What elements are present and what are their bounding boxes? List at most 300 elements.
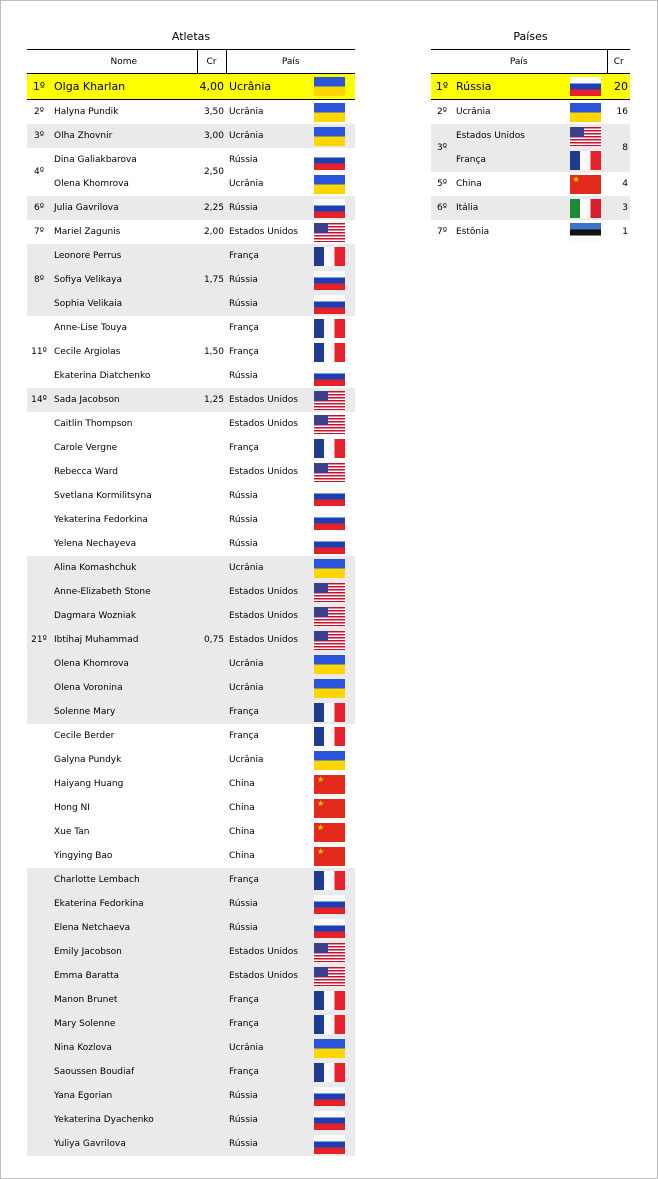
athlete-name: Leonore Perrus bbox=[51, 244, 197, 268]
athlete-country: Rússia bbox=[229, 371, 258, 381]
athlete-row bbox=[27, 436, 355, 460]
athlete-country: França bbox=[229, 443, 259, 453]
rank-cell bbox=[27, 412, 51, 556]
flag-ru-icon bbox=[314, 1135, 345, 1154]
athlete-country: Estados Unidos bbox=[226, 388, 304, 412]
country-row bbox=[431, 220, 630, 244]
flag-cell bbox=[563, 148, 607, 172]
rank-cell: 7º bbox=[34, 227, 44, 237]
flag-it-icon bbox=[570, 199, 601, 218]
flag-ua-icon bbox=[314, 679, 345, 698]
flag-cell bbox=[304, 100, 355, 125]
flag-cell bbox=[563, 100, 607, 125]
athlete-row bbox=[27, 988, 355, 1012]
flag-fr-icon bbox=[314, 703, 345, 722]
athlete-name: Olena Voronina bbox=[51, 676, 197, 700]
flag-cell bbox=[563, 220, 607, 244]
athlete-row bbox=[27, 748, 355, 772]
athlete-country: França bbox=[226, 1012, 304, 1036]
athlete-row bbox=[27, 268, 355, 292]
athlete-name: Julia Gavrilova bbox=[51, 196, 197, 220]
flag-ru-icon bbox=[314, 895, 345, 914]
flag-us-icon bbox=[314, 631, 345, 650]
score-cell: 1,50 bbox=[203, 347, 224, 357]
score-cell: 0,75 bbox=[197, 556, 226, 724]
country-name: Itália bbox=[453, 196, 563, 220]
flag-cell bbox=[304, 364, 355, 388]
athlete-country: Rússia bbox=[229, 155, 258, 165]
athlete-row bbox=[27, 1036, 355, 1060]
flag-cell bbox=[563, 172, 607, 196]
athlete-row bbox=[27, 74, 355, 100]
athlete-row bbox=[27, 676, 355, 700]
athlete-row bbox=[27, 1108, 355, 1132]
athlete-name: Alina Komashchuk bbox=[51, 556, 197, 580]
flag-cell bbox=[304, 124, 355, 148]
flag-cell bbox=[304, 916, 355, 940]
flag-fr-icon bbox=[314, 319, 345, 338]
flag-ru-icon bbox=[314, 1087, 345, 1106]
rank-cell: 6º bbox=[27, 196, 51, 220]
flag-cell bbox=[304, 1132, 355, 1156]
flag-fr-icon bbox=[314, 991, 345, 1010]
athlete-country: Ucrânia bbox=[226, 74, 304, 100]
flag-cn-icon bbox=[570, 175, 601, 194]
athlete-row bbox=[27, 388, 355, 412]
athlete-country: Estados Unidos bbox=[226, 964, 304, 988]
athlete-country: França bbox=[226, 700, 304, 724]
athlete-name: Galyna Pundyk bbox=[54, 755, 122, 765]
athlete-country: Rússia bbox=[226, 916, 304, 940]
athlete-row bbox=[27, 724, 355, 748]
athlete-country: Rússia bbox=[226, 292, 304, 316]
athlete-name: Anne-Lise Touya bbox=[54, 323, 127, 333]
flag-cell bbox=[304, 268, 355, 292]
flag-us-icon bbox=[314, 943, 345, 962]
athlete-name: Nina Kozlova bbox=[51, 1036, 197, 1060]
flag-cn-icon bbox=[314, 823, 345, 842]
athlete-name: Ekaterina Diatchenko bbox=[54, 371, 151, 381]
athlete-name: Cecile Berder bbox=[54, 731, 115, 741]
rank-cell: 3º bbox=[27, 124, 51, 148]
flag-cell bbox=[304, 652, 355, 676]
athlete-country: França bbox=[226, 868, 304, 892]
flag-cell bbox=[304, 484, 355, 508]
athlete-row bbox=[27, 124, 355, 148]
flag-cn-icon bbox=[314, 799, 345, 818]
athlete-country: China bbox=[229, 827, 255, 837]
athlete-country: Ucrânia bbox=[226, 124, 304, 148]
athlete-country: Rússia bbox=[226, 892, 304, 916]
athlete-country: Ucrânia bbox=[226, 676, 304, 700]
flag-us-icon bbox=[314, 223, 345, 242]
flag-ru-icon bbox=[314, 535, 345, 554]
flag-cell bbox=[304, 988, 355, 1012]
flag-cell bbox=[304, 604, 355, 628]
score-cell: 1,75 bbox=[197, 244, 226, 316]
athlete-name: Emily Jacobson bbox=[51, 940, 197, 964]
flag-cell bbox=[304, 196, 355, 220]
flag-us-icon bbox=[314, 967, 345, 986]
athletes-table bbox=[27, 49, 355, 1156]
score-cell: 8 bbox=[607, 124, 630, 172]
athlete-row bbox=[27, 820, 355, 844]
athlete-name: Rebecca Ward bbox=[54, 467, 119, 477]
flag-ru-icon bbox=[314, 487, 345, 506]
flag-cell bbox=[304, 724, 355, 748]
flag-fr-icon bbox=[314, 727, 345, 746]
athlete-name: Svetlana Kormilitsyna bbox=[54, 491, 152, 501]
country-row bbox=[431, 74, 630, 100]
flag-cell bbox=[563, 196, 607, 220]
athlete-country: França bbox=[229, 323, 259, 333]
athlete-name: Yekaterina Dyachenko bbox=[51, 1108, 197, 1132]
athlete-name: Olena Khomrova bbox=[51, 652, 197, 676]
athlete-name: Sofiya Velikaya bbox=[51, 268, 197, 292]
flag-us-icon bbox=[314, 415, 345, 434]
rank-cell: 8º bbox=[27, 244, 51, 316]
header-name: Nome bbox=[51, 50, 197, 74]
flag-cell bbox=[304, 1012, 355, 1036]
athlete-row bbox=[27, 580, 355, 604]
athlete-name: Sophia Velikaia bbox=[51, 292, 197, 316]
athlete-country: Rússia bbox=[226, 1132, 304, 1156]
flag-fr-icon bbox=[314, 1015, 345, 1034]
athlete-name: Solenne Mary bbox=[51, 700, 197, 724]
flag-ua-icon bbox=[314, 103, 345, 122]
rank-cell: 5º bbox=[437, 179, 447, 189]
athlete-country: Rússia bbox=[226, 1084, 304, 1108]
flag-cell bbox=[304, 388, 355, 412]
flag-cell bbox=[304, 74, 355, 100]
flag-fr-icon bbox=[314, 1063, 345, 1082]
flag-ua-icon bbox=[314, 1039, 345, 1058]
athlete-name: Olga Kharlan bbox=[51, 74, 197, 100]
score-cell bbox=[197, 412, 226, 556]
rank-cell bbox=[27, 868, 51, 1156]
flag-ru-icon bbox=[314, 295, 345, 314]
athlete-country: Ucrânia bbox=[226, 652, 304, 676]
flag-ua-icon bbox=[314, 655, 345, 674]
country-row bbox=[431, 124, 630, 148]
athlete-row bbox=[27, 100, 355, 125]
rank-cell: 2º bbox=[34, 107, 44, 117]
flag-cell bbox=[304, 460, 355, 484]
country-row bbox=[431, 100, 630, 125]
athlete-country: Ucrânia bbox=[229, 755, 264, 765]
athlete-row bbox=[27, 700, 355, 724]
flag-cell bbox=[304, 796, 355, 820]
rank-cell: 1º bbox=[27, 74, 51, 100]
rank-cell: 14º bbox=[27, 388, 51, 412]
athlete-country: França bbox=[226, 988, 304, 1012]
country-row bbox=[431, 172, 630, 196]
flag-ua-icon bbox=[314, 77, 345, 96]
flag-cell bbox=[304, 556, 355, 580]
athlete-name: Yelena Nechayeva bbox=[54, 539, 137, 549]
athlete-row bbox=[27, 844, 355, 868]
score-cell: 4,00 bbox=[197, 74, 226, 100]
athlete-name: Xue Tan bbox=[54, 827, 90, 837]
flag-ua-icon bbox=[314, 559, 345, 578]
athlete-row bbox=[27, 148, 355, 172]
athlete-name: Ibtihaj Muhammad bbox=[51, 628, 197, 652]
countries-header-row bbox=[431, 50, 630, 74]
athlete-country: China bbox=[229, 803, 255, 813]
athlete-row bbox=[27, 292, 355, 316]
score-cell: 2,25 bbox=[197, 196, 226, 220]
country-name: China bbox=[456, 179, 482, 189]
flag-cell bbox=[304, 676, 355, 700]
flag-us-icon bbox=[314, 607, 345, 626]
athlete-row bbox=[27, 796, 355, 820]
flag-ua-icon bbox=[314, 751, 345, 770]
country-name: Estados Unidos bbox=[453, 124, 563, 148]
flag-ru-icon bbox=[314, 1111, 345, 1130]
score-cell: 3 bbox=[607, 196, 630, 220]
athlete-country: Estados Unidos bbox=[229, 467, 298, 477]
flag-cell bbox=[304, 508, 355, 532]
flag-cell bbox=[304, 940, 355, 964]
athlete-country: Rússia bbox=[226, 268, 304, 292]
flag-ee-icon bbox=[570, 223, 601, 242]
athlete-country: Rússia bbox=[229, 515, 258, 525]
athlete-row bbox=[27, 364, 355, 388]
athlete-name: Dagmara Wozniak bbox=[51, 604, 197, 628]
flag-ru-icon bbox=[570, 77, 601, 96]
flag-ru-icon bbox=[314, 271, 345, 290]
flag-fr-icon bbox=[314, 439, 345, 458]
athlete-row bbox=[27, 1132, 355, 1156]
athlete-country: França bbox=[226, 1060, 304, 1084]
athlete-country: Ucrânia bbox=[226, 556, 304, 580]
athlete-country: Ucrânia bbox=[229, 107, 264, 117]
flag-cell bbox=[304, 964, 355, 988]
athlete-name: Mariel Zagunis bbox=[54, 227, 121, 237]
athlete-name: Olha Zhovnir bbox=[51, 124, 197, 148]
athlete-row bbox=[27, 316, 355, 340]
country-row bbox=[431, 196, 630, 220]
athlete-country: Rússia bbox=[229, 491, 258, 501]
flag-cell bbox=[304, 340, 355, 364]
score-cell: 1 bbox=[622, 227, 628, 237]
athlete-name: Haiyang Huang bbox=[54, 779, 124, 789]
athlete-name: Dina Galiakbarova bbox=[54, 155, 137, 165]
flag-cell bbox=[304, 1060, 355, 1084]
athlete-name: Anne-Elizabeth Stone bbox=[51, 580, 197, 604]
rank-cell: 11º bbox=[31, 347, 47, 357]
athlete-name: Carole Vergne bbox=[54, 443, 118, 453]
athlete-name: Ekaterina Fedorkina bbox=[51, 892, 197, 916]
header-cr: Cr bbox=[197, 50, 226, 74]
athlete-name: Hong NI bbox=[54, 803, 90, 813]
rank-cell: 7º bbox=[437, 227, 447, 237]
score-cell: 2,00 bbox=[203, 227, 224, 237]
athlete-country: Estados Unidos bbox=[226, 604, 304, 628]
athlete-country: China bbox=[229, 851, 255, 861]
athlete-row bbox=[27, 964, 355, 988]
flag-us-icon bbox=[314, 583, 345, 602]
flag-cell bbox=[304, 1036, 355, 1060]
score-cell: 1,25 bbox=[197, 388, 226, 412]
flag-cell bbox=[304, 292, 355, 316]
athlete-row bbox=[27, 220, 355, 244]
flag-cell bbox=[304, 820, 355, 844]
flag-ua-icon bbox=[314, 175, 345, 194]
athlete-country: China bbox=[229, 779, 255, 789]
country-name: França bbox=[453, 148, 563, 172]
rank-cell: 21º bbox=[27, 556, 51, 724]
athlete-row bbox=[27, 412, 355, 436]
country-name: Estônia bbox=[456, 227, 490, 237]
athlete-name: Yingying Bao bbox=[54, 851, 113, 861]
athlete-row bbox=[27, 484, 355, 508]
athlete-row bbox=[27, 556, 355, 580]
athlete-row bbox=[27, 1060, 355, 1084]
athlete-row bbox=[27, 508, 355, 532]
athlete-name: Charlotte Lembach bbox=[51, 868, 197, 892]
athlete-row bbox=[27, 340, 355, 364]
flag-ru-icon bbox=[314, 151, 345, 170]
flag-fr-icon bbox=[570, 151, 601, 170]
score-cell: 2,50 bbox=[203, 167, 224, 177]
flag-cell bbox=[304, 892, 355, 916]
athlete-country: Estados Unidos bbox=[229, 227, 298, 237]
flag-cell bbox=[304, 244, 355, 268]
flag-ru-icon bbox=[314, 511, 345, 530]
flag-cell bbox=[304, 844, 355, 868]
flag-ru-icon bbox=[314, 199, 345, 218]
athlete-row bbox=[27, 1012, 355, 1036]
athlete-name: Yekaterina Fedorkina bbox=[54, 515, 148, 525]
flag-cell bbox=[304, 1108, 355, 1132]
flag-cell bbox=[304, 316, 355, 340]
athlete-row bbox=[27, 868, 355, 892]
rank-cell: 1º bbox=[431, 74, 453, 100]
rank-cell bbox=[27, 724, 51, 868]
athlete-row bbox=[27, 172, 355, 196]
athlete-row bbox=[27, 652, 355, 676]
athlete-name: Saoussen Boudiaf bbox=[51, 1060, 197, 1084]
countries-title: Países bbox=[513, 30, 548, 43]
country-name: Ucrânia bbox=[456, 107, 491, 117]
athlete-row bbox=[27, 628, 355, 652]
flag-cell bbox=[304, 628, 355, 652]
score-cell: 20 bbox=[607, 74, 630, 100]
flag-cell bbox=[304, 532, 355, 556]
athlete-name: Yuliya Gavrilova bbox=[51, 1132, 197, 1156]
flag-cell bbox=[563, 124, 607, 148]
score-cell: 3,00 bbox=[197, 124, 226, 148]
athlete-country: Estados Unidos bbox=[226, 628, 304, 652]
flag-fr-icon bbox=[314, 343, 345, 362]
flag-cn-icon bbox=[314, 847, 345, 866]
rank-cell: 6º bbox=[431, 196, 453, 220]
score-cell: 4 bbox=[622, 179, 628, 189]
athlete-country: Estados Unidos bbox=[229, 419, 298, 429]
athlete-country: Ucrânia bbox=[226, 1036, 304, 1060]
athlete-name: Mary Solenne bbox=[51, 1012, 197, 1036]
athlete-country: Rússia bbox=[226, 1108, 304, 1132]
flag-us-icon bbox=[314, 463, 345, 482]
athlete-country: França bbox=[229, 347, 259, 357]
flag-ua-icon bbox=[570, 103, 601, 122]
flag-cell bbox=[304, 580, 355, 604]
athlete-country: Estados Unidos bbox=[226, 580, 304, 604]
athlete-row bbox=[27, 196, 355, 220]
country-name: Rússia bbox=[453, 74, 563, 100]
athlete-row bbox=[27, 532, 355, 556]
flag-cell bbox=[304, 412, 355, 436]
athlete-country: Estados Unidos bbox=[226, 940, 304, 964]
athlete-name: Sada Jacobson bbox=[51, 388, 197, 412]
score-cell: 3,50 bbox=[203, 107, 224, 117]
flag-fr-icon bbox=[314, 871, 345, 890]
flag-cell bbox=[304, 172, 355, 196]
flag-ru-icon bbox=[314, 919, 345, 938]
flag-cell bbox=[304, 772, 355, 796]
rank-cell: 2º bbox=[437, 107, 447, 117]
athlete-name: Olena Khomrova bbox=[54, 179, 129, 189]
athlete-name: Emma Baratta bbox=[51, 964, 197, 988]
athletes-title: Atletas bbox=[171, 30, 211, 43]
rank-cell: 4º bbox=[34, 167, 44, 177]
header-country: País bbox=[226, 50, 355, 74]
athlete-row bbox=[27, 892, 355, 916]
flag-cell bbox=[304, 1084, 355, 1108]
score-cell bbox=[197, 868, 226, 1156]
athlete-row bbox=[27, 460, 355, 484]
flag-cell bbox=[304, 148, 355, 172]
score-cell: 16 bbox=[616, 107, 628, 117]
athlete-country: França bbox=[229, 731, 259, 741]
rank-cell: 3º bbox=[431, 124, 453, 172]
flag-us-icon bbox=[314, 391, 345, 410]
flag-ru-icon bbox=[314, 367, 345, 386]
athlete-row bbox=[27, 244, 355, 268]
header-cr: Cr bbox=[607, 50, 630, 74]
flag-cell bbox=[304, 436, 355, 460]
header-country: País bbox=[431, 50, 607, 74]
flag-us-icon bbox=[570, 127, 601, 146]
athlete-row bbox=[27, 916, 355, 940]
athlete-name: Cecile Argiolas bbox=[54, 347, 121, 357]
athlete-country: Rússia bbox=[229, 539, 258, 549]
athlete-row bbox=[27, 1084, 355, 1108]
countries-table bbox=[431, 49, 630, 244]
flag-cell bbox=[304, 220, 355, 244]
athlete-row bbox=[27, 772, 355, 796]
athlete-name: Yana Egorian bbox=[51, 1084, 197, 1108]
score-cell bbox=[197, 724, 226, 868]
flag-cell bbox=[304, 700, 355, 724]
flag-cell bbox=[563, 74, 607, 100]
athlete-country: Rússia bbox=[226, 196, 304, 220]
athlete-row bbox=[27, 604, 355, 628]
flag-fr-icon bbox=[314, 247, 345, 266]
athlete-country: França bbox=[226, 244, 304, 268]
athlete-row bbox=[27, 940, 355, 964]
flag-cell bbox=[304, 748, 355, 772]
athletes-header-row bbox=[27, 50, 355, 74]
athlete-name: Elena Netchaeva bbox=[51, 916, 197, 940]
flag-cn-icon bbox=[314, 775, 345, 794]
country-row bbox=[431, 148, 630, 172]
athlete-name: Caitlin Thompson bbox=[54, 419, 133, 429]
athlete-name: Halyna Pundik bbox=[54, 107, 119, 117]
athlete-country: Ucrânia bbox=[229, 179, 264, 189]
flag-ua-icon bbox=[314, 127, 345, 146]
